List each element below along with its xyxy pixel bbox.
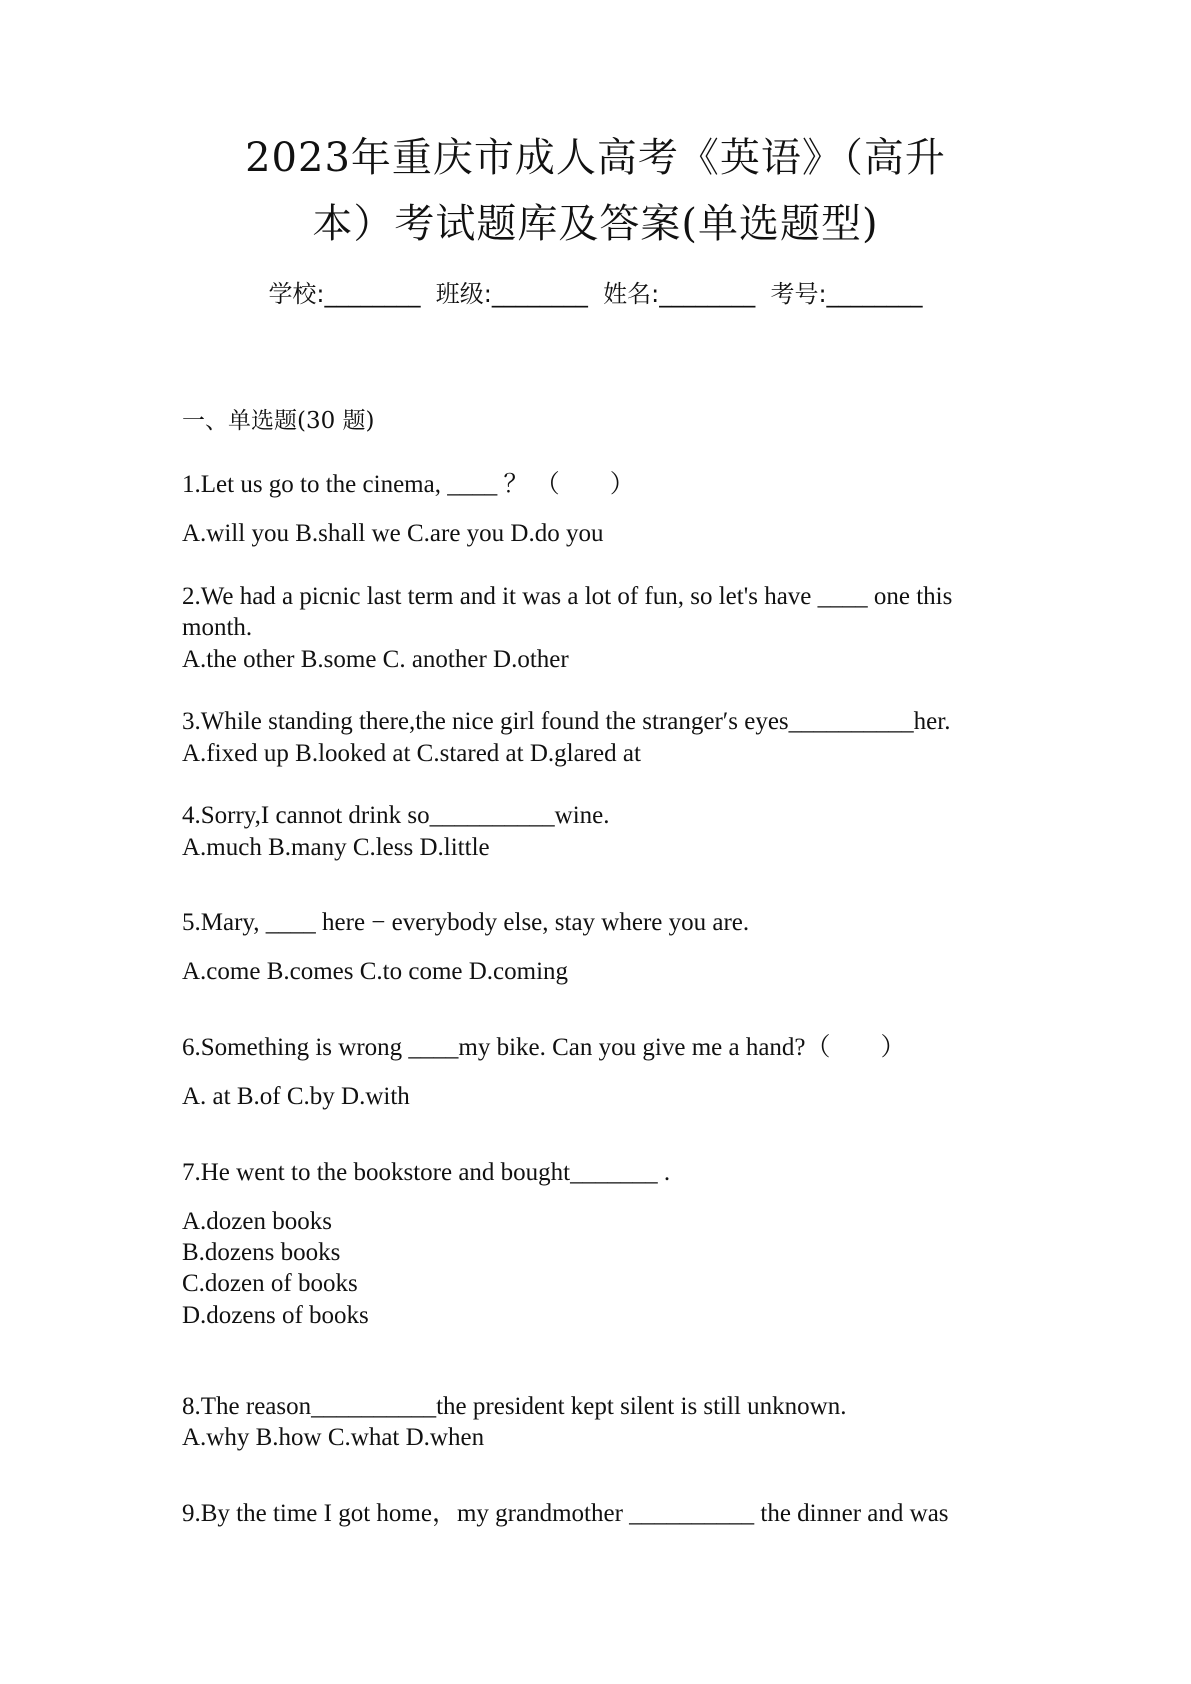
question-5-options: A.come B.comes C.to come D.coming: [182, 958, 569, 985]
question-9-stem: 9.By the time I got home，my grandmother __________ the dinner and was: [182, 1500, 949, 1527]
question-2-stem-continued: month.: [182, 614, 253, 641]
question-7-option-d: D.dozens of books: [182, 1302, 369, 1329]
question-4-stem: 4.Sorry,I cannot drink so__________wine.: [182, 802, 610, 829]
section-heading: 一、单选题(30 题): [182, 408, 375, 434]
question-3-options: A.fixed up B.looked at C.stared at D.glared at: [182, 740, 641, 767]
question-6-stem: 6.Something is wrong ____my bike. Can you give me a hand?（ ）: [182, 1034, 906, 1061]
question-1-options: A.will you B.shall we C.are you D.do you: [182, 520, 604, 547]
question-3-stem: 3.While standing there,the nice girl found the stranger′s eyes__________her.: [182, 708, 951, 735]
question-2-options: A.the other B.some C. another D.other: [182, 646, 569, 673]
document-title-line-1: 2023年重庆市成人高考《英语》（高升: [245, 135, 946, 181]
document-title-line-2: 本）考试题库及答案(单选题型): [312, 201, 879, 247]
question-7-option-b: B.dozens books: [182, 1239, 341, 1266]
question-4-options: A.much B.many C.less D.little: [182, 834, 490, 861]
question-7-option-a: A.dozen books: [182, 1208, 332, 1235]
question-2-stem: 2.We had a picnic last term and it was a lot of fun, so let's have ____ one this: [182, 583, 953, 610]
question-7-stem: 7.He went to the bookstore and bought_______ .: [182, 1159, 671, 1186]
question-7-option-c: C.dozen of books: [182, 1270, 358, 1297]
question-8-stem: 8.The reason__________the president kept silent is still unknown.: [182, 1393, 847, 1420]
question-8-options: A.why B.how C.what D.when: [182, 1424, 485, 1451]
question-5-stem: 5.Mary, ____ here − everybody else, stay where you are.: [182, 909, 750, 936]
student-info-line: 学校:________ 班级:________ 姓名:________ 考号:________: [268, 280, 923, 308]
question-1-stem: 1.Let us go to the cinema, ____ ？ （ ）: [182, 471, 635, 498]
question-6-options: A. at B.of C.by D.with: [182, 1083, 410, 1110]
